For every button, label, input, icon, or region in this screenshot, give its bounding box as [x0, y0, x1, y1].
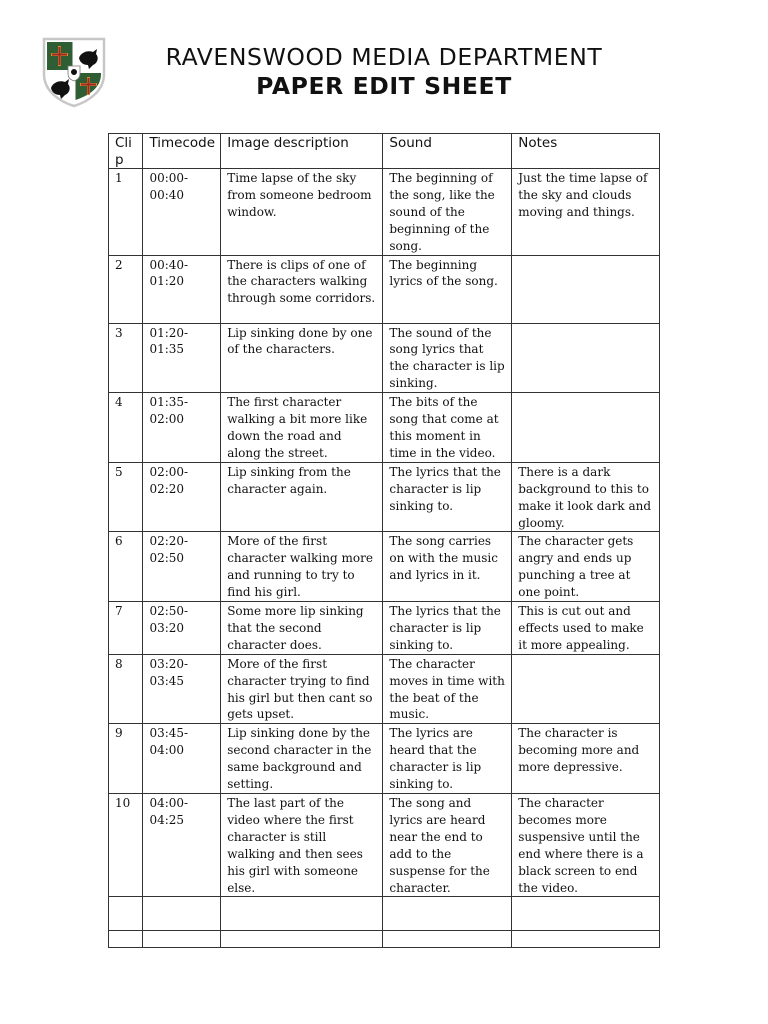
cell-timecode: [143, 897, 221, 931]
cell-clip: 9: [109, 724, 143, 794]
table-row: [109, 323, 660, 393]
cell-description: The first character walking a bit more like down the road and along the street.: [221, 393, 383, 463]
table-row: [109, 794, 660, 897]
cell-sound: The lyrics are heard that the character is lip sinking to.: [383, 724, 512, 794]
table-row: [109, 462, 660, 532]
cell-notes: The character gets angry and ends up punching a tree at one point.: [512, 532, 660, 602]
cell-clip: 2: [109, 255, 143, 323]
table-row: [109, 532, 660, 602]
cell-sound: The sound of the song lyrics that the character is lip sinking.: [383, 323, 512, 393]
cell-description: Some more lip sinking that the second character does.: [221, 602, 383, 655]
cell-clip: 5: [109, 462, 143, 532]
cell-sound: [383, 897, 512, 931]
cell-sound: [383, 931, 512, 948]
cell-sound: The beginning of the song, like the sound of the beginning of the song.: [383, 169, 512, 256]
cell-description: More of the first character walking more and running to try to find his girl.: [221, 532, 383, 602]
cell-notes: The character becomes more suspensive until the end where there is a black screen to end the video.: [512, 794, 660, 897]
cell-sound: The lyrics that the character is lip sinking to.: [383, 462, 512, 532]
table-row: [109, 724, 660, 794]
cell-notes: [512, 255, 660, 323]
document-heading: [110, 42, 658, 100]
column-header-timecode: Timecode: [143, 134, 221, 169]
cell-clip: 1: [109, 169, 143, 256]
cell-description: Lip sinking done by one of the characters.: [221, 323, 383, 393]
sheet-title: PAPER EDIT SHEET: [256, 72, 512, 100]
cell-clip: 7: [109, 602, 143, 655]
column-header-sound: Sound: [383, 134, 512, 169]
cell-sound: The beginning lyrics of the song.: [383, 255, 512, 323]
cell-timecode: 01:20-01:35: [143, 323, 221, 393]
table-row: [109, 654, 660, 724]
department-name: RAVENSWOOD MEDIA DEPARTMENT: [165, 43, 603, 71]
cell-sound: The song carries on with the music and lyrics in it.: [383, 532, 512, 602]
cell-notes: [512, 393, 660, 463]
column-header-image-description: Image description: [221, 134, 383, 169]
cell-notes: [512, 323, 660, 393]
cell-description: Lip sinking done by the second character in the same background and setting.: [221, 724, 383, 794]
cell-notes: Just the time lapse of the sky and clouds moving and things.: [512, 169, 660, 256]
table-header-row: [109, 134, 660, 169]
cell-clip: [109, 931, 143, 948]
cell-description: There is clips of one of the characters walking through some corridors.: [221, 255, 383, 323]
cell-clip: 6: [109, 532, 143, 602]
cell-clip: 10: [109, 794, 143, 897]
cell-description: [221, 897, 383, 931]
table-row-empty: [109, 931, 660, 948]
cell-notes: There is a dark background to this to make it look dark and gloomy.: [512, 462, 660, 532]
cell-sound: The song and lyrics are heard near the end to add to the suspense for the character.: [383, 794, 512, 897]
cell-timecode: 00:00-00:40: [143, 169, 221, 256]
cell-notes: [512, 897, 660, 931]
cell-notes: [512, 654, 660, 724]
table-row-empty: [109, 897, 660, 931]
table-row: [109, 169, 660, 256]
cell-timecode: 02:50-03:20: [143, 602, 221, 655]
cell-timecode: 01:35-02:00: [143, 393, 221, 463]
column-header-notes: Notes: [512, 134, 660, 169]
cell-clip: 4: [109, 393, 143, 463]
column-header-clip: Clip: [109, 134, 143, 169]
table-row: [109, 602, 660, 655]
cell-notes: [512, 931, 660, 948]
cell-notes: The character is becoming more and more depressive.: [512, 724, 660, 794]
cell-timecode: 02:00-02:20: [143, 462, 221, 532]
cell-clip: 8: [109, 654, 143, 724]
cell-timecode: 03:20-03:45: [143, 654, 221, 724]
cell-clip: [109, 897, 143, 931]
cell-timecode: [143, 931, 221, 948]
table-row: [109, 393, 660, 463]
paper-edit-table: [108, 133, 660, 948]
cell-notes: This is cut out and effects used to make it more appealing.: [512, 602, 660, 655]
school-crest-icon: [41, 36, 107, 108]
cell-description: Lip sinking from the character again.: [221, 462, 383, 532]
cell-sound: The character moves in time with the beat of the music.: [383, 654, 512, 724]
cell-timecode: 04:00-04:25: [143, 794, 221, 897]
cell-description: The last part of the video where the first character is still walking and then sees his girl with someone else.: [221, 794, 383, 897]
cell-description: [221, 931, 383, 948]
cell-timecode: 00:40-01:20: [143, 255, 221, 323]
cell-timecode: 03:45-04:00: [143, 724, 221, 794]
cell-clip: 3: [109, 323, 143, 393]
cell-sound: The bits of the song that come at this moment in time in the video.: [383, 393, 512, 463]
cell-sound: The lyrics that the character is lip sinking to.: [383, 602, 512, 655]
table-row: [109, 255, 660, 323]
cell-description: Time lapse of the sky from someone bedroom window.: [221, 169, 383, 256]
cell-timecode: 02:20-02:50: [143, 532, 221, 602]
cell-description: More of the first character trying to find his girl but then cant so gets upset.: [221, 654, 383, 724]
